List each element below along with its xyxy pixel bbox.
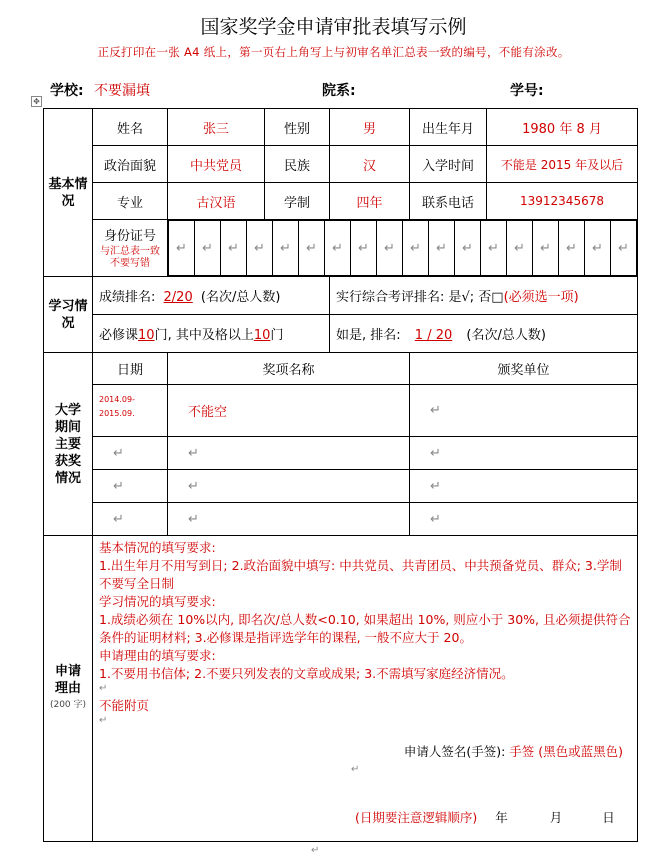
length-label: 学制	[265, 183, 330, 220]
major-label: 专业	[93, 183, 168, 220]
major-value[interactable]: 古汉语	[168, 183, 265, 220]
school-label: 学校:	[50, 83, 84, 99]
name-value[interactable]: 张三	[168, 109, 265, 146]
passed-count[interactable]: 10	[253, 328, 271, 343]
required-suffix: 门	[270, 328, 284, 343]
reason-content[interactable]	[93, 536, 638, 842]
document-title: 国家奖学金申请审批表填写示例	[200, 16, 467, 38]
id-digit-cell[interactable]: ↵	[585, 221, 611, 276]
id-digit-cell[interactable]: ↵	[481, 221, 507, 276]
id-number-note: 与汇总表一致不要写错	[100, 245, 160, 269]
length-value[interactable]: 四年	[330, 183, 410, 220]
id-number-cell	[93, 220, 168, 277]
comprehensive-rank-label[interactable]: 实行综合考评排名: 是√; 否□	[336, 290, 504, 305]
rank-label: 成绩排名:	[99, 290, 156, 305]
id-digit-cell[interactable]: ↵	[221, 221, 247, 276]
award-name[interactable]: ↵	[168, 503, 410, 536]
award-org[interactable]: ↵	[410, 503, 638, 536]
award-org[interactable]: ↵	[410, 385, 638, 437]
awards-col-date: 日期	[93, 353, 168, 385]
year-label[interactable]: 年	[495, 810, 508, 825]
date-line	[355, 808, 615, 826]
if-rank-label: 如是, 排名:	[336, 328, 401, 343]
dept-label: 院系:	[322, 83, 356, 99]
requirement-line: 基本情况的填写要求:	[99, 540, 216, 555]
section-study-info: 学习情况	[44, 277, 93, 353]
if-rank-value[interactable]: 1 / 20	[414, 328, 453, 343]
required-middle: 门, 其中及格以上	[154, 328, 254, 343]
award-date[interactable]: ↵	[93, 503, 168, 536]
id-digit-cell[interactable]: ↵	[299, 221, 325, 276]
paragraph-mark: ↵	[311, 845, 320, 856]
signature-label: 申请人签名(手签):	[403, 744, 506, 759]
date-note: (日期要注意逻辑顺序)	[355, 810, 478, 825]
id-digit-cell[interactable]: ↵	[377, 221, 403, 276]
phone-value[interactable]: 13912345678	[487, 183, 638, 220]
requirement-line: 申请理由的填写要求:	[99, 648, 216, 663]
id-digit-cell[interactable]: ↵	[351, 221, 377, 276]
gender-value[interactable]: 男	[330, 109, 410, 146]
id-digit-cell[interactable]: ↵	[403, 221, 429, 276]
rank-value[interactable]: 2/20	[163, 290, 193, 305]
signature-line	[404, 742, 623, 760]
requirement-line: 1.不要用书信体; 2.不要只列发表的文章或成果; 3.不需填写家庭经济情况。	[99, 666, 514, 681]
day-label[interactable]: 日	[602, 810, 615, 825]
id-digit-cell[interactable]: ↵	[611, 221, 637, 276]
gender-label: 性别	[265, 109, 330, 146]
award-org[interactable]: ↵	[410, 437, 638, 470]
birth-value[interactable]: 1980 年 8 月	[487, 109, 638, 146]
requirement-line: 1.成绩必须在 10%以内, 即名次/总人数<0.10, 如果超出 10%, 则应小于 30%, 且必须提供符合条件的证明材料; 3.必修课是指评选学年的课程, 一般不应大于 20。	[99, 612, 631, 645]
section-awards: 大学期间主要获奖情况	[44, 353, 93, 536]
ethnic-label: 民族	[265, 146, 330, 183]
id-number-grid[interactable]	[168, 220, 638, 277]
id-digit-cell[interactable]: ↵	[533, 221, 559, 276]
paragraph-mark: ↵	[99, 683, 108, 694]
id-digit-cell[interactable]: ↵	[559, 221, 585, 276]
award-date[interactable]: 2014.09-2015.09.	[93, 385, 168, 437]
award-date[interactable]: ↵	[93, 470, 168, 503]
month-label[interactable]: 月	[549, 810, 563, 825]
awards-col-org: 颁奖单位	[410, 353, 638, 385]
award-name[interactable]: 不能空	[168, 385, 410, 437]
rank-suffix: (名次/总人数)	[200, 290, 281, 305]
required-prefix: 必修课	[99, 328, 139, 343]
reason-limit: (200 字)	[49, 700, 87, 710]
id-digit-cell[interactable]: ↵	[195, 221, 221, 276]
id-digit-cell[interactable]: ↵	[507, 221, 533, 276]
comprehensive-rank-cell	[330, 277, 638, 315]
student-id-label: 学号:	[510, 83, 544, 99]
paragraph-mark: ↵	[99, 715, 108, 726]
table-move-handle-icon[interactable]: ✥	[31, 96, 42, 107]
id-digit-cell[interactable]: ↵	[455, 221, 481, 276]
awards-col-name: 奖项名称	[168, 353, 410, 385]
document-subtitle: 正反打印在一张 A4 纸上，第一页右上角写上与初审名单汇总表一致的编号，不能有涂改。	[97, 45, 570, 59]
enroll-value[interactable]: 不能是 2015 年及以后	[487, 146, 638, 183]
id-digit-cell[interactable]: ↵	[429, 221, 455, 276]
comprehensive-rank-note: (必须选一项)	[503, 290, 579, 305]
award-name[interactable]: ↵	[168, 437, 410, 470]
rank-cell	[93, 277, 330, 315]
section-basic-info: 基本情况	[44, 109, 93, 277]
award-org[interactable]: ↵	[410, 470, 638, 503]
political-value[interactable]: 中共党员	[168, 146, 265, 183]
enroll-label: 入学时间	[410, 146, 487, 183]
phone-label: 联系电话	[410, 183, 487, 220]
paragraph-mark: ↵	[351, 764, 360, 775]
id-digit-cell[interactable]: ↵	[273, 221, 299, 276]
id-digit-cell[interactable]: ↵	[247, 221, 273, 276]
school-value[interactable]: 不要漏填	[94, 83, 150, 99]
section-reason: 申请理由 (200 字)	[44, 536, 93, 842]
id-digit-cell[interactable]: ↵	[325, 221, 351, 276]
required-courses-cell	[93, 315, 330, 353]
required-count[interactable]: 10	[138, 328, 155, 343]
signature-value[interactable]: 手签 (黑色或蓝黑色)	[509, 744, 623, 759]
if-rank-cell	[330, 315, 638, 353]
if-rank-suffix: (名次/总人数)	[466, 328, 546, 343]
award-name[interactable]: ↵	[168, 470, 410, 503]
ethnic-value[interactable]: 汉	[330, 146, 410, 183]
requirement-line: 1.出生年月不用写到日; 2.政治面貌中填写: 中共党员、共青团员、中共预备党员、群众; 3.学制不要写全日制	[99, 558, 622, 591]
application-form-table	[43, 108, 638, 842]
political-label: 政治面貌	[93, 146, 168, 183]
award-date[interactable]: ↵	[93, 437, 168, 470]
requirement-line: 学习情况的填写要求:	[99, 594, 216, 609]
id-digit-cell[interactable]: ↵	[169, 221, 195, 276]
name-label: 姓名	[93, 109, 168, 146]
no-attachment-note: 不能附页	[99, 698, 150, 713]
id-number-label: 身份证号	[103, 228, 156, 244]
birth-label: 出生年月	[410, 109, 487, 146]
